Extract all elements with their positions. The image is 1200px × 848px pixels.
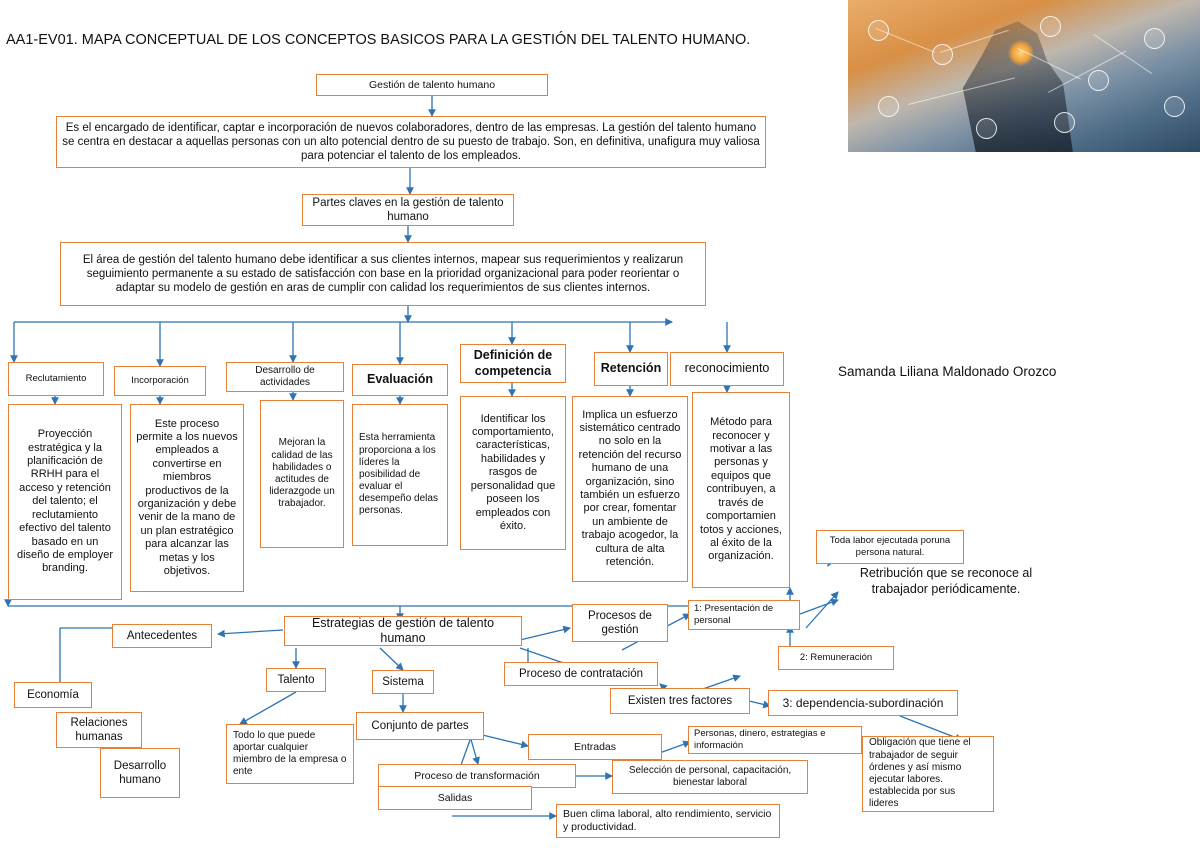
node-desarrollo-humano[interactable]: Desarrollo humano (100, 748, 180, 798)
node-dependencia-subordinacion[interactable]: 3: dependencia-subordinación (768, 690, 958, 716)
node-partes-claves[interactable]: Partes claves en la gestión de talento humano (302, 194, 514, 226)
node-root-definition[interactable]: Es el encargado de identificar, captar e incorporación de nuevos colaboradores, dentro de las empresas. La gestión del talento humano se centra en destacar a aquellas personas con un alto potencial dentro de su puesto de trabajo. Son, en definitiva, unafigura muy valiosa para potenciar el talento de los empleados. (56, 116, 766, 168)
person-node-icon (1144, 28, 1165, 49)
node-relaciones-humanas[interactable]: Relaciones humanas (56, 712, 142, 748)
node-buen-clima[interactable]: Buen clima laboral, alto rendimiento, servicio y productividad. (556, 804, 780, 838)
node-seleccion-personal[interactable]: Selección de personal, capacitación, bienestar laboral (612, 760, 808, 794)
person-node-icon (1040, 16, 1061, 37)
node-sistema[interactable]: Sistema (372, 670, 434, 694)
branch-label-retencion[interactable]: Retención (594, 352, 668, 386)
branch-text-evaluacion[interactable]: Esta herramienta proporciona a los líderes la posibilidad de evaluar el desempeño delas personas. (352, 404, 448, 546)
branch-label-evaluacion[interactable]: Evaluación (352, 364, 448, 396)
node-antecedentes[interactable]: Antecedentes (112, 624, 212, 648)
branch-label-definicion-competencia[interactable]: Definición de competencia (460, 344, 566, 383)
node-procesos-gestion[interactable]: Procesos de gestión (572, 604, 668, 642)
business-network-banner (848, 0, 1200, 152)
node-salidas[interactable]: Salidas (378, 786, 532, 810)
branch-label-incorporacion[interactable]: Incorporación (114, 366, 206, 396)
node-talento[interactable]: Talento (266, 668, 326, 692)
branch-text-retencion[interactable]: Implica un esfuerzo sistemático centrado no solo en la retención del recurso humano de una organización, sino también un esfuerzo por crear, fomentar un ambiente de trabajo acogedor, la cultura de alta retención. (572, 396, 688, 582)
node-talento-detalle[interactable]: Todo lo que puede aportar cualquier miembro de la empresa o ente (226, 724, 354, 784)
node-obligacion-trabajador[interactable]: Obligación que tiene el trabajador de seguir órdenes y así mismo ejecutar labores. establecida por sus lideres (862, 736, 994, 812)
branch-label-reconocimiento[interactable]: reconocimiento (670, 352, 784, 386)
network-line (1048, 51, 1126, 93)
node-economia[interactable]: Economía (14, 682, 92, 708)
person-node-icon (1054, 112, 1075, 133)
author-name: Samanda Liliana Maldonado Orozco (838, 364, 1057, 379)
branch-label-desarrollo-actividades[interactable]: Desarrollo de actividades (226, 362, 344, 392)
person-node-icon (868, 20, 889, 41)
businessman-silhouette (947, 0, 1109, 152)
person-node-icon (1088, 70, 1109, 91)
page-title: AA1-EV01. MAPA CONCEPTUAL DE LOS CONCEPTOS BASICOS PARA LA GESTIÓN DEL TALENTO HUMANO. (6, 32, 751, 48)
node-area-gestion[interactable]: El área de gestión del talento humano debe identificar a sus clientes internos, mapear sus requerimientos y realizarun seguimiento permanente a su estado de satisfacción con base en la prioridad organizacional para poder reorientar o adaptar su modelo de gestión en aras de cumplir con calidad los requerimientos de sus clientes internos. (60, 242, 706, 306)
node-entradas[interactable]: Entradas (528, 734, 662, 760)
branch-text-incorporacion[interactable]: Este proceso permite a los nuevos empleados a convertirse en miembros productivos de la organización y debe venir de la mano de un plan estratégico para alcanzar las metas y los objetivos. (130, 404, 244, 592)
node-proceso-contratacion[interactable]: Proceso de contratación (504, 662, 658, 686)
node-conjunto-partes[interactable]: Conjunto de partes (356, 712, 484, 740)
branch-text-definicion-competencia[interactable]: Identificar los comportamiento, características, habilidades y rasgos de personalidad que poseen los empleados con éxito. (460, 396, 566, 550)
node-existen-tres-factores[interactable]: Existen tres factores (610, 688, 750, 714)
node-remuneracion[interactable]: 2: Remuneración (778, 646, 894, 670)
branch-text-reclutamiento[interactable]: Proyección estratégica y la planificación de RRHH para el acceso y retención del talento; el reclutamiento efectivo del talento basado en un diseño de employer branding. (8, 404, 122, 600)
branch-text-reconocimiento[interactable]: Método para reconocer y motivar a las personas y equipos que contribuyen, a través de comportamien totos y acciones, al éxito de la organización. (692, 392, 790, 588)
person-node-icon (932, 44, 953, 65)
node-personas-dinero[interactable]: Personas, dinero, estrategias e información (688, 726, 862, 754)
person-node-icon (976, 118, 997, 139)
node-root[interactable]: Gestión de talento humano (316, 74, 548, 96)
note-toda-labor[interactable]: Toda labor ejecutada poruna persona natural. (816, 530, 964, 564)
branch-text-desarrollo-actividades[interactable]: Mejoran la calidad de las habilidades o actitudes de liderazgode un trabajador. (260, 400, 344, 548)
note-retribucion: Retribución que se reconoce al trabajador periódicamente. (859, 566, 1033, 596)
person-node-icon (1164, 96, 1185, 117)
branch-label-reclutamiento[interactable]: Reclutamiento (8, 362, 104, 396)
node-estrategias[interactable]: Estrategias de gestión de talento humano (284, 616, 522, 646)
node-presentacion-personal[interactable]: 1: Presentación de personal (688, 600, 800, 630)
person-node-icon (878, 96, 899, 117)
node-proceso-transformacion[interactable]: Proceso de transformación (378, 764, 576, 788)
